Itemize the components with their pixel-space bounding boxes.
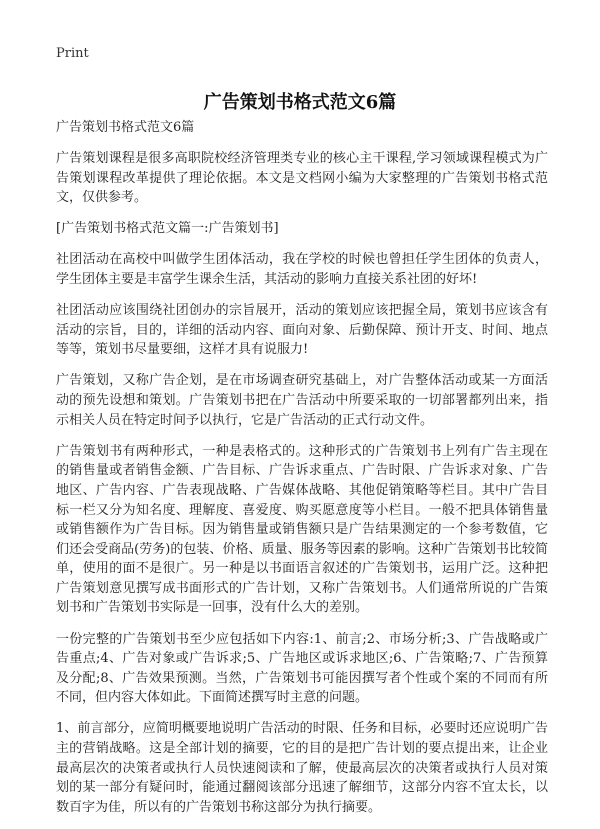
print-link[interactable]: Print [56,46,89,61]
paragraph: 广告策划书格式范文6篇 [56,120,195,135]
section-heading: [广告策划书格式范文篇一:广告策划书] [56,221,279,237]
paragraph: 社团活动应该围绕社团创办的宗旨展开，活动的策划应该把握全局，策划书应该含有活动的宗旨，目的，详细的活动内容、面向对象、后勤保障、预计开支、时间、地点等等，策划书尽量要细，这样才具有说服力! [56,303,548,358]
paragraph: 广告策划课程是很多高职院校经济管理类专业的核心主干课程,学习领域课程模式为广告策划课程改革提供了理论依据。本文是文档网小编为大家整理的广告策划书格式范文，仅供参考。 [56,151,548,206]
paragraph: 社团活动在高校中叫做学生团体活动，我在学校的时候也曾担任学生团体的负责人，学生团体主要是丰富学生课余生活，其活动的影响力直接关系社团的好坏! [56,252,548,288]
paragraph: 1、前言部分，应简明概要地说明广告活动的时限、任务和目标，必要时还应说明广告主的营销战略。这是全部计划的摘要，它的目的是把广告计划的要点提出来，让企业最高层次的决策者或执行人员快速阅读和了解，使最高层次的决策者或执行人员对策划的某一部分有疑问时，能通过翻阅该部分迅速了解细节，这部分内容不宜太长，以数百字为佳，所以有的广告策划书称这部分为执行摘要。 [56,721,548,815]
article-body [56,118,548,829]
page-title: 广告策划书格式范文6篇 [203,92,397,113]
paragraph: 广告策划，又称广告企划，是在市场调查研究基础上，对广告整体活动或某一方面活动的预先设想和策划。广告策划书把在广告活动中所要采取的一切部署都列出来，指示相关人员在特定时间予以执行，它是广告活动的正式行动文件。 [56,373,548,428]
paragraph: 广告策划书有两种形式，一种是表格式的。这种形式的广告策划书上列有广告主现在的销售量或者销售金额、广告目标、广告诉求重点、广告时限、广告诉求对象、广告地区、广告内容、广告表现战略、广告媒体战略、其他促销策略等栏目。其中广告目标一栏又分为知名度、理解度、喜爱度、购买愿意度等小栏目。一般不把具体销售量或销售额作为广告目标。因为销售量或销售额只是广告结果测定的一个参考数值，它们还会受商品(劳务)的包装、价格、质量、服务等因素的影响。这种广告策划书比较简单，使用的面不是很广。另一种是以书面语言叙述的广告策划书，运用广泛。这种把广告策划意见撰写成书面形式的广告计划，又称广告策划书。人们通常所说的广告策划书和广告策划书实际是一回事，没有什么大的差别。 [56,443,548,616]
paragraph: 一份完整的广告策划书至少应包括如下内容:1、前言;2、市场分析;3、广告战略或广告重点;4、广告对象或广告诉求;5、广告地区或诉求地区;6、广告策略;7、广告预算及分配;8、广告效果预测。当然，广告策划书可能因撰写者个性或个案的不同而有所不同，但内容大体如此。下面简述撰写时主意的问题。 [56,631,548,706]
